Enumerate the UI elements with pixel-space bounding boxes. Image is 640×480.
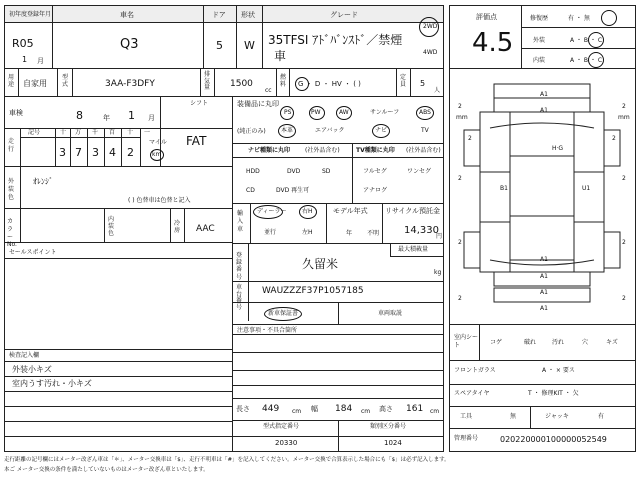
diagram-num-9: 2 (612, 135, 616, 142)
jack-value: 有 (598, 413, 605, 420)
footer-line1: 走行距離の記号欄にはメーター改ざん車は「＊」、メーター交換車は「$」、走行不明車は「#」を記入してください。メーター交換で合算表示した場合にも「$」は必ず記入します。 (4, 457, 450, 463)
jack-label: ジャッキ (545, 413, 569, 420)
navi-cd: CD (246, 187, 255, 194)
tv-analog: アナログ (363, 187, 388, 194)
mileage-unit-4: 百 (109, 129, 116, 136)
ac-value: AAC (196, 224, 215, 234)
first-reg-era: R05 (12, 37, 34, 50)
seat-hole: 穴 (582, 339, 589, 346)
navi-sd: SD (322, 168, 331, 175)
score-value: 4.5 (472, 28, 514, 58)
model-year-unknown: 不明 (367, 230, 380, 237)
diagram-unit-left: mm (456, 114, 468, 121)
import-right: 右H (302, 208, 313, 215)
km-label: km (152, 151, 162, 158)
equip-leather: 本革 (281, 127, 294, 134)
interior-b-circle (588, 52, 604, 68)
type-value: 3AA-F3DFY (105, 79, 155, 89)
color-note: ( ) 色替車は色替と記入 (128, 197, 191, 204)
type-designation-label: 型式指定番号 (263, 423, 300, 430)
displacement-label: 排気量 (204, 71, 211, 92)
inspection-year-unit: 年 (103, 114, 110, 122)
navi-type-sub: (社外品含む) (305, 147, 340, 154)
type-designation-value: 20330 (275, 439, 298, 447)
repair-label: 修復歴 (530, 15, 549, 22)
doors-value: 5 (216, 39, 223, 52)
import-parallel: 並行 (264, 229, 277, 236)
model-year-label: モデル年式 (333, 207, 368, 215)
seat-burn: コゲ (490, 339, 503, 346)
fuel-label: 燃料 (280, 74, 287, 89)
doors-label: ドア (212, 11, 226, 19)
diagram-unit-right: mm (618, 114, 630, 121)
import-dealer: ディーラー (257, 208, 287, 215)
equip-ps: PS (284, 109, 292, 116)
sales-point-label: セールスポイント (9, 249, 57, 256)
diagram-label-a1-rear: A1 (540, 256, 548, 263)
import-label: 輸入車 (237, 210, 244, 233)
capacity-value: 5 (420, 79, 426, 88)
warranty-booklet: 新車保証書 (268, 310, 299, 317)
equip-tv: TV (421, 127, 429, 134)
equipment-label: 装備品に丸印 (237, 100, 279, 108)
diagram-num-4: 2 (458, 239, 462, 246)
drive-badge: 2WD (423, 23, 438, 30)
diagram-label-a1-tail: A1 (540, 305, 548, 312)
diagram-num-1: 2 (622, 103, 626, 110)
exterior-label: 外装 (533, 37, 546, 44)
diagram-label-hg: H·G (552, 145, 564, 152)
windshield-options: A ・ × 要ス (542, 367, 575, 374)
diagram-num-5: 2 (622, 239, 626, 246)
inspector-label: 検査記入欄 (9, 352, 40, 359)
first-reg-label: 初年度登録年月 (9, 11, 52, 18)
cc-unit: cc (265, 87, 272, 94)
navi-dvd-play: DVD 再生可 (276, 187, 310, 194)
shape-value: W (244, 39, 255, 52)
max-load-label: 最大積載量 (398, 246, 429, 253)
diagram-num-2: 2 (458, 175, 462, 182)
ac-label: 冷房 (174, 220, 181, 235)
tools-label: 工具 (460, 413, 473, 420)
repair-options: 有 ・ 無 (568, 15, 590, 22)
spare-tire-options: T ・ 修理KIT ・ 欠 (528, 390, 579, 397)
mileage-unit-6: 一 (144, 129, 151, 136)
diagram-num-7: 2 (622, 295, 626, 302)
mileage-label: 走行 (8, 138, 15, 153)
repair-none-circle (601, 10, 617, 26)
displacement-value: 1500 (230, 79, 253, 89)
recycle-label: リサイクル預託金 (385, 207, 441, 215)
length-label: 長さ (236, 405, 250, 413)
management-value: 020220000100000052549 (500, 435, 607, 444)
capacity-label: 定員 (400, 74, 407, 89)
category-label: 類別区分番号 (370, 423, 407, 430)
registration-value: 久留米 (302, 257, 339, 271)
interior-options: A ・ B ・ C (570, 57, 603, 64)
first-reg-month-unit: 月 (37, 57, 44, 65)
inspector-line2: 室内うす汚れ・小キズ (12, 379, 92, 388)
inspection-label: 車検 (9, 109, 23, 117)
diagram-label-a1-rearbumper: A1 (540, 273, 548, 280)
diagram-label-a1-bumper: A1 (540, 107, 548, 114)
inspector-line1: 外装小キズ (12, 365, 52, 374)
navi-hdd: HDD (246, 168, 260, 175)
chassis-label: 車台番号 (236, 284, 243, 311)
equip-aw: AW (339, 109, 349, 116)
equip-sunroof: サンルーフ (370, 109, 400, 116)
equip-navi: ナビ (375, 127, 388, 134)
mileage-digit-2: 7 (75, 146, 82, 159)
seat-scratch: キズ (606, 339, 618, 346)
color-no-label: カラーNo. (7, 218, 17, 249)
mileage-unit-1: 十 (60, 129, 67, 136)
model-value: Q3 (120, 37, 139, 52)
mile-label: マイル (149, 139, 167, 146)
purpose-value: 自家用 (23, 79, 47, 88)
interior-label: 内装 (533, 57, 546, 64)
width-unit: cm (361, 408, 371, 415)
model-label: 車名 (120, 11, 134, 19)
height-value: 161 (406, 404, 424, 414)
color-value: ｵﾚﾝｼﾞ (33, 177, 53, 186)
inspection-month: 1 (128, 109, 135, 122)
width-value: 184 (335, 404, 353, 414)
mileage-unit-2: 万 (75, 129, 82, 136)
tv-type-label: TV種類に丸印 (356, 147, 395, 154)
seat-stain: 汚れ (552, 339, 565, 346)
diagram-label-b1: B1 (500, 185, 508, 192)
warranty-manual: 車両取説 (378, 310, 403, 317)
interior-color-label: 内装色 (108, 216, 115, 238)
management-label: 管理番号 (454, 435, 479, 442)
mileage-digit-5: 2 (127, 146, 134, 159)
mileage-digit-1: 3 (59, 146, 66, 159)
tv-oneseg: ワンセグ (407, 168, 432, 175)
registration-label: 登録番号 (236, 252, 243, 281)
diagram-label-a1-front: A1 (540, 91, 548, 98)
diagram-num-3: 2 (622, 175, 626, 182)
exterior-b-circle (588, 32, 604, 48)
width-label: 幅 (311, 405, 318, 413)
equip-airbag: エアバック (315, 127, 345, 134)
diagram-label-a1-trunk: A1 (540, 289, 548, 296)
footer-line2: 本ご メーター交換の条件を満たしていないものはメーター改ざん車といたします。 (4, 467, 209, 473)
length-value: 449 (262, 404, 280, 414)
height-label: 高さ (379, 405, 393, 413)
drive-value: 4WD (423, 49, 438, 56)
mileage-digit-4: 4 (109, 146, 116, 159)
fuel-options: G ・ D ・ HV ・ ( ) (298, 80, 361, 88)
diagram-num-6: 2 (458, 295, 462, 302)
navi-type-label: ナビ種類に丸印 (248, 147, 291, 154)
mileage-digit-3: 3 (92, 146, 99, 159)
notes-label: 注意事項・不具合箇所 (237, 327, 298, 334)
grade-line2: 車 (274, 49, 287, 63)
inspection-year: 8 (76, 109, 83, 122)
seat-tear: 破れ (524, 339, 537, 346)
category-value: 1024 (384, 439, 402, 447)
tv-fullseg: フルセグ (363, 168, 387, 175)
equipment-sublabel: (純正のみ) (237, 128, 266, 135)
capacity-unit: 人 (434, 87, 441, 94)
shift-value: FAT (186, 134, 207, 148)
shape-label: 形状 (241, 11, 255, 19)
diagram-num-8: 2 (468, 135, 472, 142)
chassis-value: WAUZZZF37P1057185 (262, 286, 364, 296)
max-load-unit: kg (434, 269, 442, 276)
mileage-unit-5: 十 (127, 129, 134, 136)
length-unit: cm (292, 408, 302, 415)
first-reg-month: 1 (22, 55, 28, 64)
height-unit: cm (430, 408, 440, 415)
recycle-amount: 14,330 (404, 225, 439, 236)
import-left: 左H (302, 229, 313, 236)
diagram-num-0: 2 (458, 103, 462, 110)
diagram-label-u1: U1 (582, 185, 591, 192)
grade-label: グレード (330, 11, 358, 19)
interior-seat-label: 室内シート (454, 334, 479, 349)
tv-type-sub: (社外品含む) (406, 147, 441, 154)
inspection-month-unit: 月 (148, 114, 155, 122)
purpose-label: 用途 (8, 74, 15, 89)
shift-label: シフト (190, 100, 209, 107)
mileage-unit-0: 記号 (28, 129, 41, 136)
grade-line1: 35TFSI ｱﾄﾞﾊﾞﾝｽﾄﾞ／禁煙 (268, 33, 403, 47)
equip-pw: PW (311, 109, 321, 116)
model-year-year: 年 (346, 230, 353, 237)
tools-value: 無 (510, 413, 517, 420)
color-label: 外装色 (8, 178, 15, 201)
mileage-unit-3: 千 (92, 129, 99, 136)
type-label: 型式 (62, 74, 69, 89)
navi-dvd: DVD (287, 168, 301, 175)
recycle-unit: 円 (436, 233, 443, 240)
score-label: 評価点 (476, 13, 497, 21)
equip-abs: ABS (419, 109, 431, 116)
spare-tire-label: スペアタイヤ (454, 390, 490, 397)
exterior-options: A ・ B ・ C (570, 37, 603, 44)
windshield-label: フロントガラス (454, 367, 496, 374)
